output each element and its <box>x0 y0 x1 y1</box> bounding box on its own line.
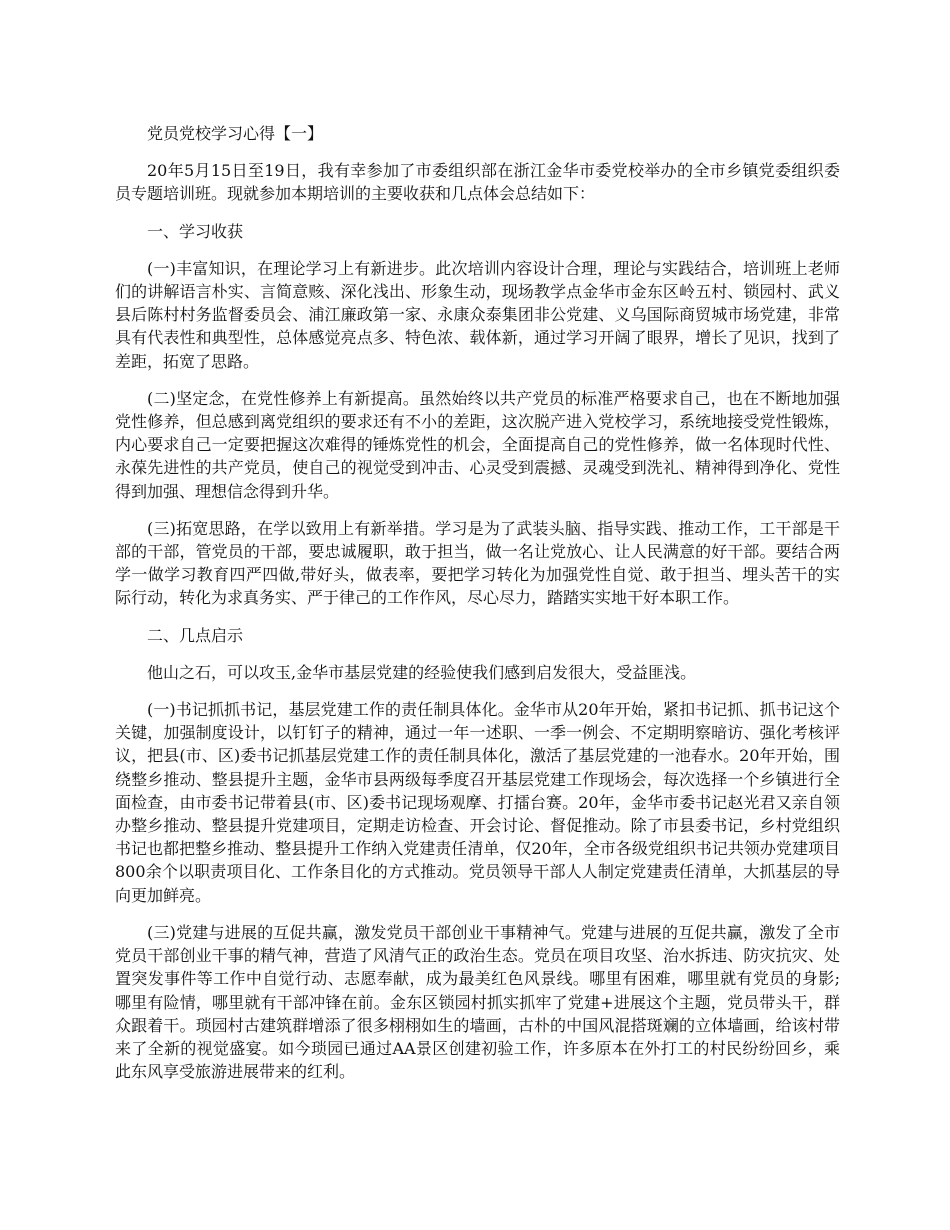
section-heading-gains: 一、学习收获 <box>147 221 244 241</box>
paragraph-insight-1: (一)书记抓抓书记，基层党建工作的责任制具体化。金华市从20年开始，紧扣书记抓、抓书记这个关键，加强制度设计，以钉钉子的精神，通过一年一述职、一季一例会、不定期明察暗访、强化考核评议，把县(市、区)委书记抓基层党建工作的责任制具体化，激活了基层党建的一池春水。20年开始，围绕整乡推动、整县提升主题，金华市县两级每季度召开基层党建工作现场会，每次选择一个乡镇进行全面检查，由市委书记带着县(市、区)委书记现场观摩、打擂台赛。20年，金华市委书记赵光君又亲自领办整乡推动、整县提升党建项目，定期走访检查、开会讨论、督促推动。除了市县委书记，乡村党组织书记也都把整乡推动、整县提升工作纳入党建责任清单，仅20年，全市各级党组织书记共领办党建项目800余个以职责项目化、工作条目化的方式推动。党员领导干部人人制定党建责任清单，大抓基层的导向更加鲜亮。 <box>115 700 840 905</box>
document-page <box>115 122 840 1097</box>
paragraph-insight-intro: 他山之石，可以攻玉,金华市基层党建的经验使我们感到启发很大，受益匪浅。 <box>147 662 697 682</box>
paragraph-gain-2: (二)坚定念，在党性修养上有新提高。虽然始终以共产党员的标准严格要求自己，也在不断地加强党性修养，但总感到离党组织的要求还有不小的差距，这次脱产进入党校学习，系统地接受党性锻炼，内心要求自己一定要把握这次难得的锤炼党性的机会，全面提高自己的党性修养，做一名体现时代性、永葆先进性的共产党员，使自己的视觉受到冲击、心灵受到震撼、灵魂受到洗礼、精神得到净化、党性得到加强、理想信念得到升华。 <box>115 388 840 501</box>
section-heading-insights: 二、几点启示 <box>147 625 244 645</box>
paragraph-insight-3: (三)党建与进展的互促共赢，激发党员干部创业干事精神气。党建与进展的互促共赢，激发了全市党员干部创业干事的精气神，营造了风清气正的政治生态。党员在项目攻坚、治水拆违、防灾抗灾、处置突发事件等工作中自觉行动、志愿奉献，成为最美红色风景线。哪里有困难，哪里就有党员的身影;哪里有险情，哪里就有干部冲锋在前。金东区锁园村抓实抓牢了党建+进展这个主题，党员带头干，群众跟着干。琐园村古建筑群增添了很多栩栩如生的墙画，古朴的中国风混搭斑斓的立体墙画，给该村带来了全新的视觉盛宴。如今琐园已通过AA景区创建初验工作，许多原本在外打工的村民纷纷回乡，乘此东风享受旅游进展带来的红利。 <box>115 922 840 1082</box>
paragraph-gain-3: (三)拓宽思路，在学以致用上有新举措。学习是为了武装头脑、指导实践、推动工作，工干部是干部的干部，管党员的干部，要忠诚履职，敢于担当，做一名让党放心、让人民满意的好干部。要结合两学一做学习教育四严四做,带好头，做表率，要把学习转化为加强党性自觉、敢于担当、埋头苦干的实际行动，转化为求真务实、严于律己的工作作风，尽心尽力，踏踏实实地干好本职工作。 <box>115 518 840 608</box>
document-title: 党员党校学习心得【一】 <box>147 124 324 143</box>
paragraph-gain-1: (一)丰富知识，在理论学习上有新进步。此次培训内容设计合理，理论与实践结合，培训班上老师们的讲解语言朴实、言简意赅、深化浅出、形象生动，现场教学点金华市金东区岭五村、锁园村、武义县后陈村村务监督委员会、浦江廉政第一家、永康众泰集团非公党建、义乌国际商贸城市场党建，非常具有代表性和典型性，总体感觉亮点多、特色浓、载体新，通过学习开阔了眼界，增长了见识，找到了差距，拓宽了思路。 <box>115 258 840 371</box>
paragraph-intro: 20年5月15日至19日，我有幸参加了市委组织部在浙江金华市委党校举办的全市乡镇党委组织委员专题培训班。现就参加本期培训的主要收获和几点体会总结如下： <box>115 161 840 204</box>
